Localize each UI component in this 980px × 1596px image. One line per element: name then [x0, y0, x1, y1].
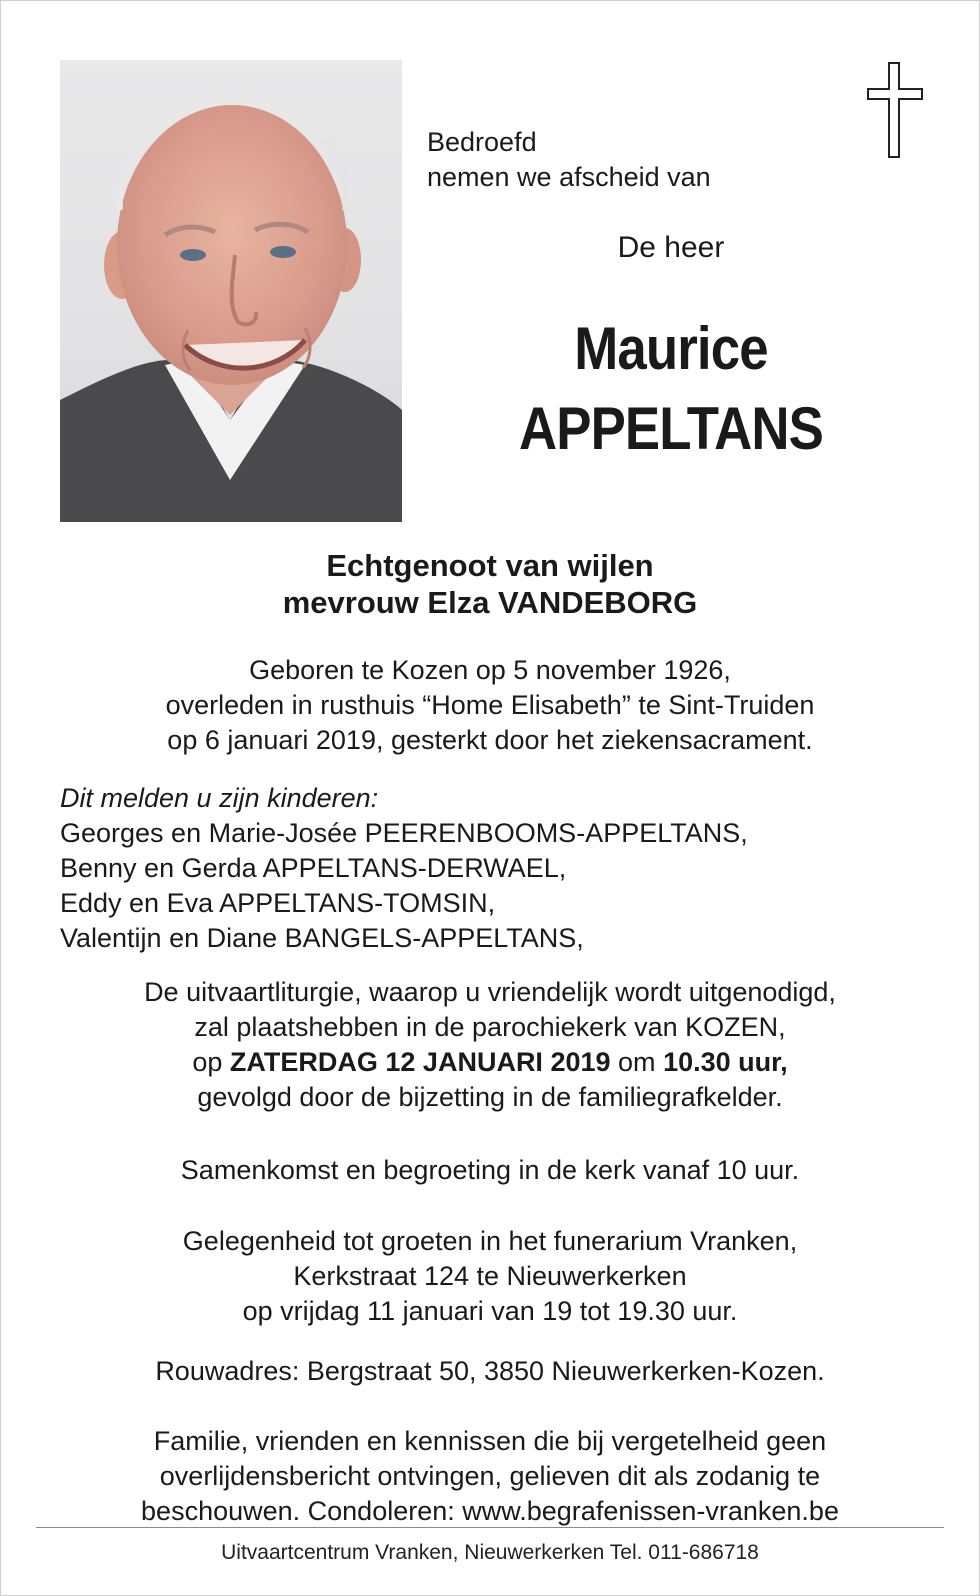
funeral-line-1: De uitvaartliturgie, waarop u vriendelijk wordt uitgenodigd, [144, 977, 836, 1007]
spouse-line-1: Echtgenoot van wijlen [326, 548, 654, 583]
spouse-info [1, 547, 979, 621]
honorific: De heer [617, 231, 725, 264]
funeral-line-2: zal plaatshebben in de parochiekerk van KOZEN, [194, 1012, 786, 1042]
children-list [60, 781, 748, 956]
funeral-on: op [192, 1047, 223, 1077]
portrait-photo [60, 60, 402, 522]
last-name: APPELTANS [518, 395, 824, 462]
birth-death-info [1, 653, 979, 758]
note-line-3: beschouwen. Condoleren: www.begrafenissen-vranken.be [141, 1496, 839, 1526]
gathering-info: Samenkomst en begroeting in de kerk vanaf 10 uur. [180, 1155, 800, 1185]
footer-text: Uitvaartcentrum Vranken, Nieuwerkerken Tel. 011-686718 [221, 1541, 759, 1564]
note-line-1: Familie, vrienden en kennissen die bij vergetelheid geen [153, 1426, 827, 1456]
funeral-date: ZATERDAG 12 JANUARI 2019 [229, 1047, 611, 1077]
child-item: Georges en Marie-Josée PEERENBOOMS-APPELTANS, [60, 818, 748, 848]
intro-line-1: Bedroefd [427, 127, 537, 157]
intro-line-2: nemen we afscheid van [427, 162, 711, 192]
birth-line-2: overleden in rusthuis “Home Elisabeth” te Sint-Truiden [165, 690, 815, 720]
child-item: Valentijn en Diane BANGELS-APPELTANS, [60, 923, 584, 953]
birth-line-3: op 6 januari 2019, gesterkt door het ziekensacrament. [167, 725, 813, 755]
footer-divider [36, 1527, 944, 1528]
mourning-address: Rouwadres: Bergstraat 50, 3850 Nieuwerkerken-Kozen. [155, 1356, 825, 1386]
visit-line-3: op vrijdag 11 januari van 19 tot 19.30 uur. [242, 1296, 738, 1326]
child-item: Benny en Gerda APPELTANS-DERWAEL, [60, 853, 567, 883]
funeral-at: om [618, 1047, 656, 1077]
deceased-name [460, 309, 882, 469]
closing-note [1, 1424, 979, 1529]
visit-line-1: Gelegenheid tot groeten in het funerarium Vranken, [182, 1226, 798, 1256]
birth-line-1: Geboren te Kozen op 5 november 1926, [249, 655, 731, 685]
funeral-line-3 [1, 1045, 979, 1080]
funeral-time: 10.30 uur, [663, 1047, 788, 1077]
first-name: Maurice [574, 315, 768, 382]
spouse-line-2: mevrouw Elza VANDEBORG [282, 585, 698, 620]
note-line-2: overlijdensbericht ontvingen, gelieven dit als zodanig te [159, 1461, 821, 1491]
funeral-info [1, 975, 979, 1115]
funeral-line-4: gevolgd door de bijzetting in de familiegrafkelder. [197, 1082, 783, 1112]
child-item: Eddy en Eva APPELTANS-TOMSIN, [60, 888, 496, 918]
visitation-info [1, 1224, 979, 1329]
latin-cross-icon [866, 61, 924, 159]
visit-line-2: Kerkstraat 124 te Nieuwerkerken [293, 1261, 687, 1291]
children-lead: Dit melden u zijn kinderen: [60, 783, 379, 813]
intro-text [427, 125, 711, 195]
